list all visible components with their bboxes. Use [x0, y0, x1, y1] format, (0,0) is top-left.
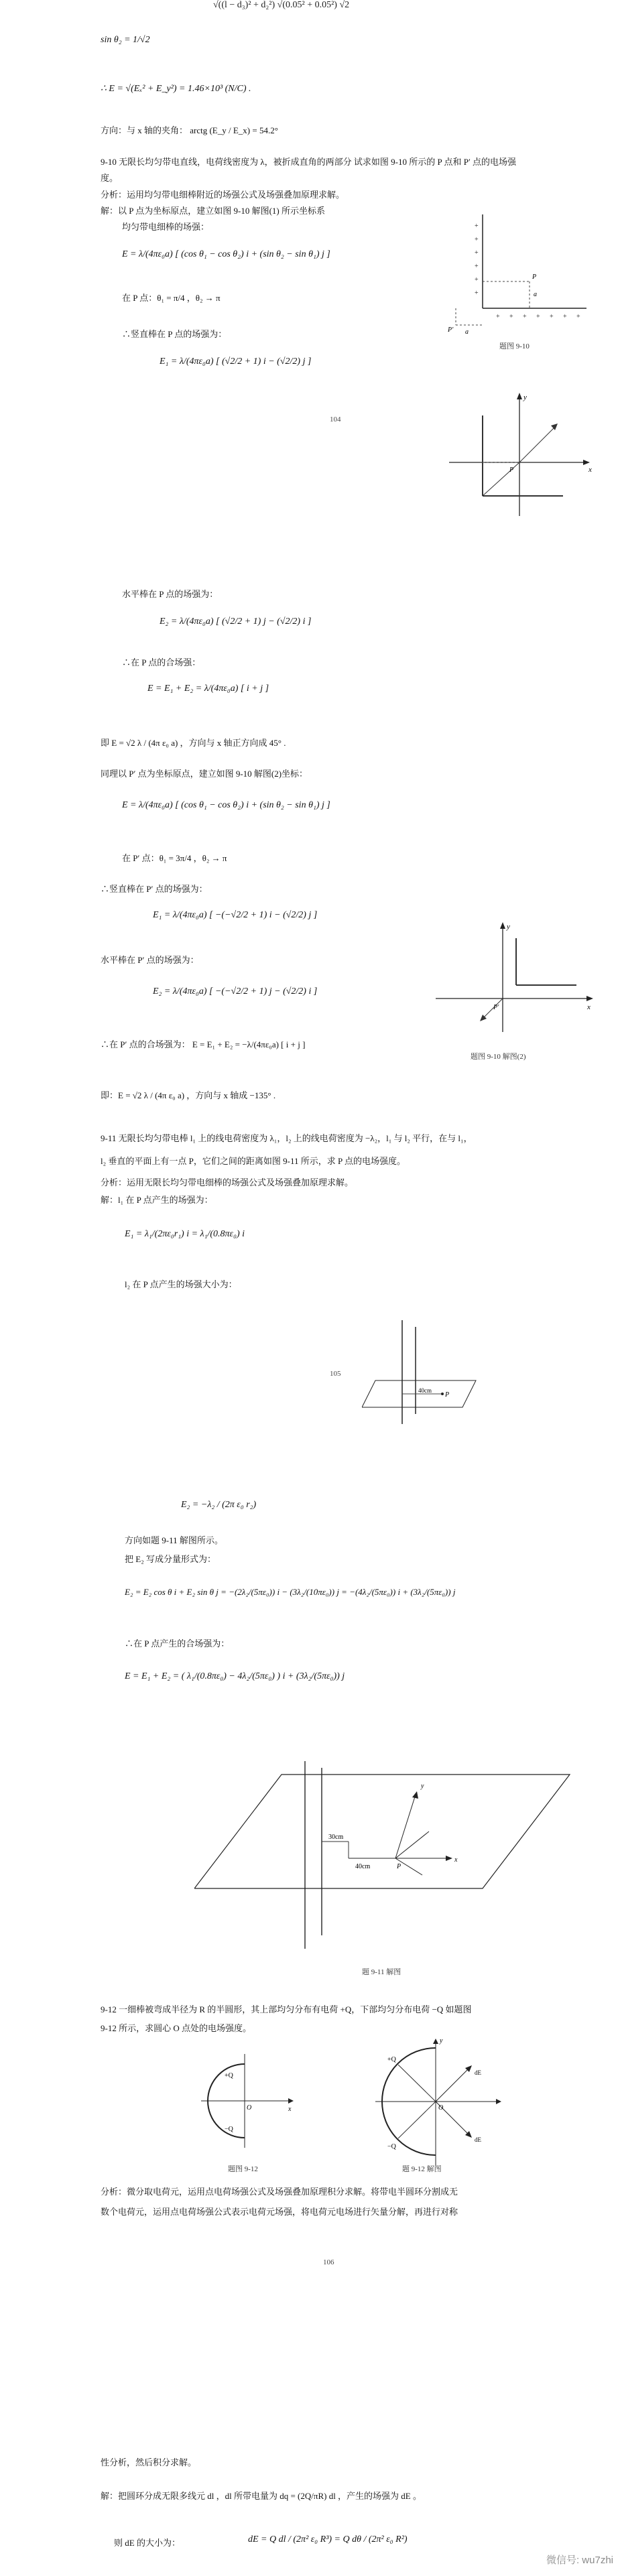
- svg-text:+: +: [475, 249, 479, 257]
- svg-text:+: +: [475, 263, 479, 270]
- problem-9-12-line2: 9-12 所示，求圆心 O 点处的电场强度。: [101, 2023, 251, 2033]
- horizontal-rod-Pprime-label: 水平棒在 P′ 点的场强为：: [101, 955, 199, 965]
- svg-text:+: +: [563, 313, 567, 320]
- dE-magnitude-label: 则 dE 的大小为：: [114, 2538, 180, 2548]
- equation-horizontal-rod-2: E₂ = λ/(4πε₀a) [ −(−√2/2 + 1) j − (√2/2) i ]: [153, 986, 318, 996]
- problem-9-11-line1: 9-11 无限长均匀带电棒 l₁ 上的线电荷密度为 λ₁，l₂ 上的线电荷密度为 −λ₂，l₁ 与 l₂ 平行，在与 l₁，: [101, 1133, 473, 1143]
- equation-general-field-2: E = λ/(4πε₀a) [ (cos θ₁ − cos θ₂) i + (sin θ₂ − sin θ₁) j ]: [122, 800, 330, 810]
- horizontal-rod-label: 水平棒在 P 点的场强为：: [122, 589, 219, 599]
- svg-text:O: O: [247, 2104, 252, 2112]
- svg-text:+: +: [475, 236, 479, 243]
- figure-caption-9-12: 题图 9-12: [228, 2165, 258, 2173]
- analysis-9-10: 分析：运用均匀带电细棒附近的场强公式及场强叠加原理求解。: [101, 190, 345, 200]
- fig-9-11-sol-30cm: 30cm: [328, 1833, 344, 1841]
- equation-dE: dE = Q dl / (2π² ε₀ R³) = Q dθ / (2π² ε₀ R²): [248, 2534, 408, 2545]
- page-number-105: 105: [330, 1370, 341, 1378]
- equation-E-magnitude: ∴ E = √(Eₓ² + E_y²) = 1.46×10³ (N/C) .: [101, 84, 251, 94]
- vertical-rod-Pprime-label: ∴竖直棒在 P′ 点的场强为：: [101, 884, 208, 894]
- figure-9-11-solution: [194, 1754, 583, 1955]
- fig-9-11-sol-P: P: [397, 1863, 401, 1870]
- svg-text:a: a: [465, 328, 469, 335]
- equation-total-field: E = E₁ + E₂ = λ/(4πε₀a) [ i + j ]: [147, 684, 269, 694]
- equation-horizontal-rod: E₂ = λ/(4πε₀a) [ (√2/2 + 1) j − (√2/2) i ]: [160, 617, 312, 627]
- svg-text:+: +: [523, 313, 527, 320]
- figure-9-11: [362, 1313, 483, 1427]
- svg-text:+Q: +Q: [225, 2072, 233, 2079]
- solution-line-9-10: 均匀带电细棒的场强：: [122, 222, 210, 232]
- solution-9-11: 解：l₁ 在 P 点产生的场强为：: [101, 1195, 213, 1205]
- svg-text:+: +: [496, 313, 500, 320]
- equation-vertical-rod-2: E₁ = λ/(4πε₀a) [ −(−√2/2 + 1) i − (√2/2) j ]: [153, 910, 318, 920]
- solution-9-12: 解：把圆环分成无限多线元 dl ，dl 所带电量为 dq = (2Q/πR) dl ，产生的场强为 dE 。: [101, 2491, 422, 2501]
- watermark: 微信号: wu7zhi: [546, 2555, 613, 2566]
- svg-text:y: y: [440, 2037, 443, 2045]
- figure-caption-9-10: 题图 9-10: [499, 342, 530, 350]
- figure-9-10-solution-1: [442, 389, 597, 523]
- svg-text:P: P: [509, 466, 514, 474]
- svg-text:−Q: −Q: [225, 2126, 233, 2133]
- svg-text:+Q: +Q: [387, 2056, 396, 2063]
- analysis-9-12-cont: 性分析，然后积分求解。: [101, 2457, 197, 2467]
- svg-text:P′: P′: [448, 326, 454, 334]
- svg-text:x: x: [588, 466, 592, 474]
- svg-text:+: +: [550, 313, 554, 320]
- svg-text:a: a: [534, 291, 537, 298]
- equation-fragment-top: √((l − d₃)² + d₂²) √(0.05² + 0.05²) √2: [213, 0, 350, 10]
- svg-text:y: y: [507, 923, 510, 931]
- fig-9-11-sol-40cm: 40cm: [355, 1863, 371, 1870]
- svg-text:x: x: [587, 1003, 591, 1011]
- direction-9-11: 方向如题 9-11 解图所示。: [125, 1535, 223, 1545]
- svg-text:dE: dE: [475, 2069, 481, 2076]
- figure-9-12-solution: [369, 2035, 503, 2169]
- svg-text:y: y: [421, 1783, 424, 1790]
- total-field-label: ∴在 P 点的合场强：: [122, 657, 201, 667]
- svg-text:+: +: [475, 276, 479, 283]
- page-number-106: 106: [323, 2258, 334, 2266]
- figure-caption-9-10-solution-2: 题图 9-10 解图(2): [471, 1053, 526, 1061]
- equation-general-field: E = λ/(4πε₀a) [ (cos θ₁ − cos θ₂) i + (sin θ₂ − sin θ₁) j ]: [122, 249, 330, 259]
- figure-9-10-solution-2: [429, 918, 597, 1039]
- figure-9-10: [442, 208, 590, 335]
- svg-text:+: +: [509, 313, 513, 320]
- vertical-rod-label: ∴竖直棒在 P 点的场强为：: [122, 329, 227, 339]
- svg-text:+: +: [475, 222, 479, 230]
- result-9-10-P: 即 E = √2 λ / (4π ε₀ a) ，方向与 x 轴正方向成 45° .: [101, 738, 286, 748]
- svg-text:−Q: −Q: [387, 2143, 396, 2150]
- svg-text:+: +: [536, 313, 540, 320]
- fig-9-11-label-P: P: [445, 1391, 450, 1399]
- figure-caption-9-12-solution: 题 9-12 解图: [402, 2165, 442, 2173]
- solution-intro-9-10: 解：以 P 点为坐标原点，建立如图 9-10 解图(1) 所示坐标系: [101, 206, 325, 216]
- l2-field-label: l₂ 在 P 点产生的场强大小为：: [125, 1279, 237, 1289]
- result-9-10-Pprime: 即：E = √2 λ / (4π ε₀ a) ，方向与 x 轴成 −135° .: [101, 1090, 276, 1100]
- analysis-9-11: 分析：运用无限长均匀带电细棒的场强公式及场强叠加原理求解。: [101, 1177, 354, 1187]
- equation-E1: E₁ = λ₁/(2πε₀r₁) i = λ₁/(0.8πε₀) i: [125, 1229, 245, 1239]
- equation-vertical-rod: E₁ = λ/(4πε₀a) [ (√2/2 + 1) i − (√2/2) j ]: [160, 357, 312, 367]
- problem-9-11-line2: l₂ 垂直的平面上有一点 P，它们之间的距离如图 9-11 所示，求 P 点的电场强度。: [101, 1156, 406, 1166]
- component-label-9-11: 把 E₂ 写成分量形式为：: [125, 1554, 216, 1564]
- equation-sin-theta2: sin θ₂ = 1/√2: [101, 35, 150, 45]
- svg-text:y: y: [523, 393, 527, 401]
- svg-text:+: +: [475, 289, 479, 297]
- problem-9-10-text: 9-10 无限长均匀带电直线，电荷线密度为 λ，被折成直角的两部分 试求如图 9-10 所示的 P 点和 P′ 点的电场强度。: [101, 157, 517, 183]
- svg-text:dE: dE: [475, 2136, 481, 2143]
- equation-total-9-11: E = E₁ + E₂ = ( λ₁/(0.8πε₀) − 4λ₂/(5πε₀) ) i + (3λ₂/(5πε₀)) j: [125, 1671, 345, 1681]
- total-field-label-9-11: ∴在 P 点产生的合场强为：: [125, 1638, 230, 1649]
- total-field-Pprime: ∴在 P′ 点的合场强为： E = E₁ + E₂ = −λ/(4πε₀a) [ i + j ]: [101, 1039, 306, 1049]
- condition-at-Pprime: 在 P′ 点：θ₁ = 3π/4 ，θ₂ → π: [122, 853, 227, 863]
- figure-9-12: [194, 2051, 295, 2151]
- same-approach-Pprime: 同理以 P′ 点为坐标原点，建立如图 9-10 解图(2)坐标：: [101, 769, 308, 779]
- direction-statement: 方向：与 x 轴的夹角： arctg (E_y / E_x) = 54.2°: [101, 125, 278, 135]
- analysis-9-12-line2: 数个电荷元，运用点电荷场强公式表示电荷元场强，将电荷元电场进行矢量分解，再进行对称: [101, 2207, 458, 2217]
- svg-text:P′: P′: [493, 1004, 499, 1011]
- svg-text:O: O: [438, 2104, 444, 2112]
- analysis-9-12-line1: 分析：微分取电荷元，运用点电荷场强公式及场强叠加原理积分求解。将带电半圆环分割成无: [101, 2187, 458, 2197]
- condition-at-P: 在 P 点：θ₁ = π/4 ，θ₂ → π: [122, 293, 221, 303]
- problem-9-12-line1: 9-12 一细棒被弯成半径为 R 的半圆形，其上部均匀分布有电荷 +Q，下部均匀分布电荷 −Q 如题图: [101, 2004, 472, 2014]
- equation-E2-magnitude: E₂ = −λ₂ / (2π ε₀ r₂): [181, 1500, 257, 1510]
- svg-text:x: x: [454, 1856, 458, 1864]
- fig-9-11-label-40cm: 40cm: [418, 1387, 432, 1394]
- equation-E2-components: E₂ = E₂ cos θ i + E₂ sin θ j = −(2λ₂/(5πε₀)) i − (3λ₂/(10πε₀)) j = −(4λ₂/(5πε₀)) i + (3λ₂/(5πε₀)) j: [125, 1587, 456, 1597]
- page-number: 104: [330, 415, 341, 424]
- svg-text:P: P: [532, 273, 537, 281]
- svg-text:x: x: [288, 2106, 292, 2113]
- figure-caption-9-11-solution: 题 9-11 解图: [362, 1968, 401, 1976]
- svg-text:+: +: [576, 313, 580, 320]
